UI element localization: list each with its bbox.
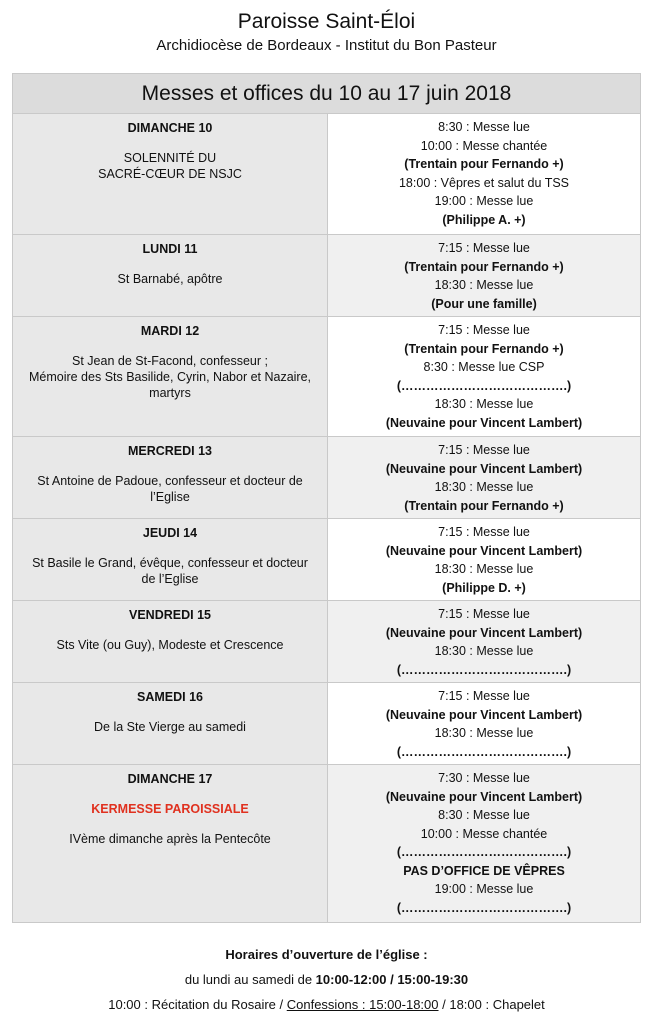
opening-hours-line <box>0 971 653 989</box>
opening-hours <box>0 946 653 1014</box>
mass-schedule <box>328 601 640 682</box>
confessions-text: Confessions : 15:00-18:00 <box>286 997 439 1012</box>
chapelet-text: / 18:00 : Chapelet <box>438 997 545 1012</box>
mass-intention: (Trentain pour Fernando +) <box>404 498 564 513</box>
mass-time: 7:15 : Messe lue <box>438 323 530 337</box>
day-row <box>13 437 640 519</box>
feast-line: l’Eglise <box>150 490 190 504</box>
feast-line: St Basile le Grand, évêque, confesseur et docteur <box>32 556 308 570</box>
day-row <box>13 601 640 683</box>
mass-schedule <box>328 317 640 436</box>
day-name: VENDREDI 15 <box>129 608 211 622</box>
day-name: DIMANCHE 17 <box>127 772 213 786</box>
mass-intention: (Neuvaine pour Vincent Lambert) <box>385 625 583 640</box>
parish-subtitle: Archidiocèse de Bordeaux - Institut du Bon Pasteur <box>156 37 497 54</box>
mass-intention: (………………………………….) <box>396 845 572 859</box>
day-name: MERCREDI 13 <box>127 444 213 458</box>
mass-intention: (Neuvaine pour Vincent Lambert) <box>385 461 583 476</box>
feast-line: Mémoire des Sts Basilide, Cyrin, Nabor et Nazaire, <box>28 370 312 384</box>
mass-schedule <box>328 437 640 518</box>
daily-activities-line <box>0 996 653 1014</box>
mass-intention: (Neuvaine pour Vincent Lambert) <box>385 415 583 430</box>
mass-time: 7:30 : Messe lue <box>438 771 530 785</box>
day-info <box>13 235 328 316</box>
mass-intention: (………………………………….) <box>396 900 572 915</box>
day-info <box>13 437 328 518</box>
mass-time: 10:00 : Messe chantée <box>420 826 548 841</box>
mass-time: 18:30 : Messe lue <box>434 562 534 576</box>
mass-intention: (Pour une famille) <box>431 296 537 311</box>
day-row <box>13 519 640 601</box>
schedule-table <box>12 73 641 923</box>
feast-line: St Jean de St-Facond, confesseur ; <box>72 354 268 368</box>
hours-prefix: du lundi au samedi de <box>184 972 316 987</box>
day-name: SAMEDI 16 <box>137 690 203 704</box>
day-info <box>13 765 328 922</box>
mass-intention: (………………………………….) <box>396 744 572 759</box>
mass-time: 7:15 : Messe lue <box>438 241 530 255</box>
feast-line: de l’Eglise <box>141 572 199 586</box>
day-row <box>13 683 640 765</box>
day-row <box>13 235 640 317</box>
mass-schedule <box>328 114 640 234</box>
mass-time: 8:30 : Messe lue <box>438 808 530 822</box>
mass-time: 7:15 : Messe lue <box>438 525 530 539</box>
mass-intention: (Trentain pour Fernando +) <box>404 259 564 274</box>
mass-time: 18:30 : Messe lue <box>434 726 534 740</box>
day-name: MARDI 12 <box>140 324 200 338</box>
hours-value: 10:00-12:00 / 15:00-19:30 <box>315 972 469 987</box>
mass-intention: (Neuvaine pour Vincent Lambert) <box>385 789 583 804</box>
mass-intention: (………………………………….) <box>396 662 572 677</box>
mass-time: 8:30 : Messe lue <box>438 120 530 134</box>
parish-title: Paroisse Saint-Éloi <box>237 10 416 33</box>
mass-time: 18:30 : Messe lue <box>434 397 534 411</box>
feast-line: Sts Vite (ou Guy), Modeste et Crescence <box>56 638 284 652</box>
feast-line: St Antoine de Padoue, confesseur et docteur de <box>37 474 303 488</box>
mass-schedule <box>328 519 640 600</box>
schedule-days <box>13 114 640 922</box>
feast-line: SOLENNITÉ DU <box>123 151 217 165</box>
day-row <box>13 317 640 437</box>
mass-time: 18:30 : Messe lue <box>434 644 534 658</box>
opening-hours-title: Horaires d’ouverture de l’église : <box>225 947 428 962</box>
day-row <box>13 114 640 235</box>
mass-time: 8:30 : Messe lue CSP <box>423 360 545 374</box>
mass-intention: (………………………………….) <box>396 378 572 393</box>
mass-time: 18:00 : Vêpres et salut du TSS <box>398 175 569 190</box>
mass-time: 18:30 : Messe lue <box>434 480 534 494</box>
mass-time: 7:15 : Messe lue <box>438 443 530 457</box>
page-header <box>0 10 653 56</box>
day-info <box>13 114 328 234</box>
mass-schedule <box>328 765 640 922</box>
day-info <box>13 317 328 436</box>
mass-intention: (Philippe D. +) <box>442 580 526 595</box>
day-row <box>13 765 640 922</box>
special-event: KERMESSE PAROISSIALE <box>91 802 249 816</box>
day-name: JEUDI 14 <box>142 526 198 540</box>
day-name: LUNDI 11 <box>142 242 198 256</box>
mass-schedule <box>328 235 640 316</box>
feast-line: SACRÉ-CŒUR DE NSJC <box>98 167 242 181</box>
day-name: DIMANCHE 10 <box>127 121 213 135</box>
mass-time: 19:00 : Messe lue <box>434 882 534 896</box>
rosary-text: 10:00 : Récitation du Rosaire / <box>108 997 287 1012</box>
mass-intention: PAS D’OFFICE DE VÊPRES <box>403 863 565 878</box>
day-info <box>13 601 328 682</box>
mass-intention: (Philippe A. +) <box>442 212 526 227</box>
feast-line: St Barnabé, apôtre <box>117 272 223 286</box>
mass-schedule <box>328 683 640 764</box>
mass-intention: (Trentain pour Fernando +) <box>404 157 564 171</box>
mass-time: 7:15 : Messe lue <box>438 689 530 703</box>
feast-line: martyrs <box>149 386 191 400</box>
feast-line: IVème dimanche après la Pentecôte <box>69 832 271 846</box>
schedule-heading: Messes et offices du 10 au 17 juin 2018 <box>13 74 640 114</box>
mass-intention: (Neuvaine pour Vincent Lambert) <box>385 707 583 722</box>
feast-line: De la Ste Vierge au samedi <box>94 720 246 734</box>
mass-time: 19:00 : Messe lue <box>434 194 534 208</box>
mass-time: 18:30 : Messe lue <box>434 278 534 292</box>
mass-time: 10:00 : Messe chantée <box>420 138 548 153</box>
day-info <box>13 683 328 764</box>
mass-time: 7:15 : Messe lue <box>438 607 530 621</box>
mass-intention: (Trentain pour Fernando +) <box>404 341 564 356</box>
mass-intention: (Neuvaine pour Vincent Lambert) <box>385 543 583 558</box>
day-info <box>13 519 328 600</box>
